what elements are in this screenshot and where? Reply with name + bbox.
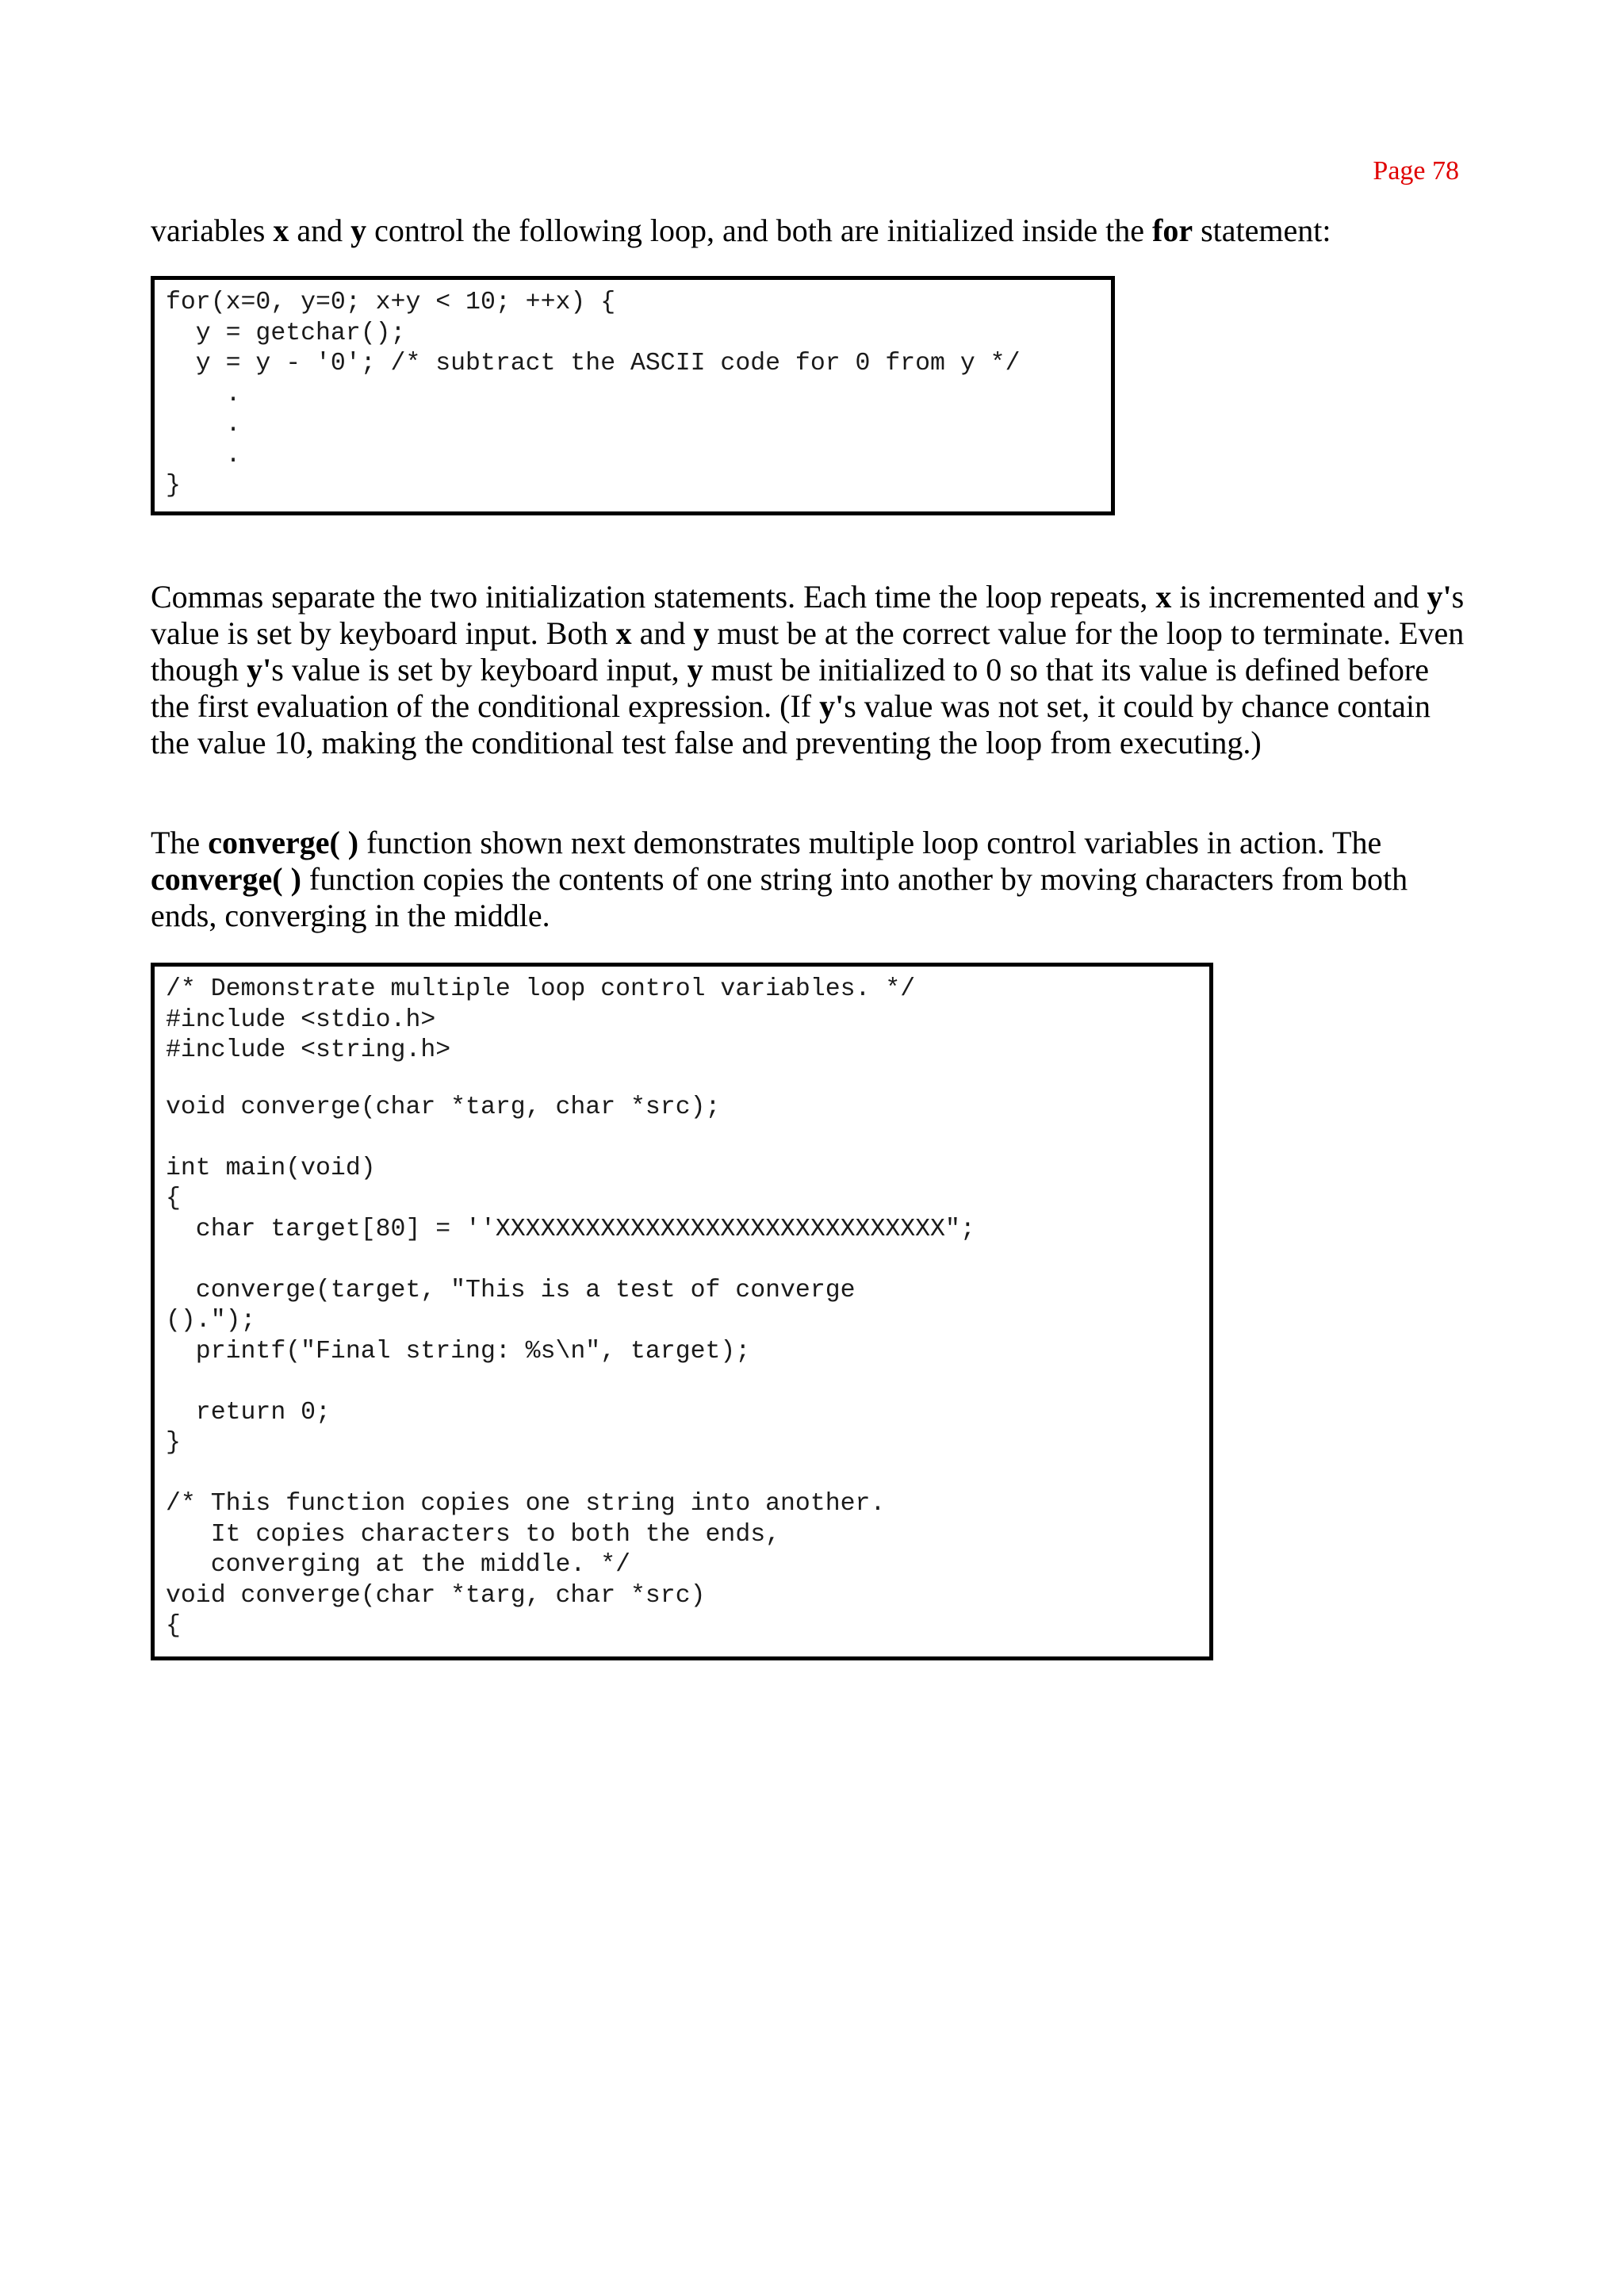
code-line: #include <stdio.h>	[166, 1005, 436, 1034]
code-line: void converge(char *targ, char *src);	[166, 1093, 721, 1121]
code-line	[166, 1123, 1198, 1154]
code-line: for(x=0, y=0; x+y < 10; ++x) {	[166, 289, 616, 316]
code-line: y = getchar();	[166, 319, 406, 347]
code-line: {	[166, 1612, 181, 1640]
code-line: /* Demonstrate multiple loop control variables. */	[166, 975, 916, 1003]
body-paragraph-converge: The converge( ) function shown next demonstrates multiple loop control variables in action. The converge( ) function copies the contents of one string into another by moving characters from both ends, converging in the middle.	[151, 825, 1408, 933]
code-line: }	[166, 472, 181, 500]
code-line: char target[80] = ''XXXXXXXXXXXXXXXXXXXXXXXXXXXXXX";	[166, 1215, 975, 1243]
code-line: /* This function copies one string into another.	[166, 1490, 886, 1518]
code-line	[166, 1367, 1198, 1398]
code-line: #include <string.h>	[166, 1036, 451, 1064]
code-line: ().");	[166, 1307, 256, 1335]
converge-program-code-listing	[151, 963, 1213, 1660]
code-line: return 0;	[166, 1398, 331, 1427]
code-line: .	[166, 411, 241, 439]
code-line: y = y - '0'; /* subtract the ASCII code for 0 from y */	[166, 350, 1021, 377]
for-loop-code-listing	[151, 276, 1115, 515]
code-line	[166, 1245, 1198, 1276]
intro-paragraph: variables x and y control the following loop, and both are initialized inside the for statement:	[151, 213, 1331, 248]
body-paragraph-commas: Commas separate the two initialization statements. Each time the loop repeats, x is incremented and y's value is set by keyboard input. Both x and y must be at the correct value for the loop to terminate. Even though y's value is set by keyboard input, y must be initialized to 0 so that its value is defined before the first evaluation of the conditional expression. (If y's value was not set, it could by chance contain the value 10, making the conditional test false and preventing the loop from executing.)	[151, 579, 1465, 760]
code-line: converging at the middle. */	[166, 1551, 630, 1579]
code-line: converge(target, "This is a test of converge	[166, 1276, 856, 1304]
page-number: Page 78	[1373, 156, 1459, 186]
code-line: }	[166, 1429, 181, 1457]
code-line	[166, 1067, 1198, 1093]
code-line: {	[166, 1185, 181, 1212]
code-line	[166, 1459, 1198, 1490]
code-line: printf("Final string: %s\n", target);	[166, 1337, 751, 1365]
code-line: It copies characters to both the ends,	[166, 1520, 781, 1549]
code-line: .	[166, 441, 241, 469]
code-line: .	[166, 380, 241, 408]
code-line: void converge(char *targ, char *src)	[166, 1581, 706, 1610]
code-line: int main(void)	[166, 1154, 376, 1182]
